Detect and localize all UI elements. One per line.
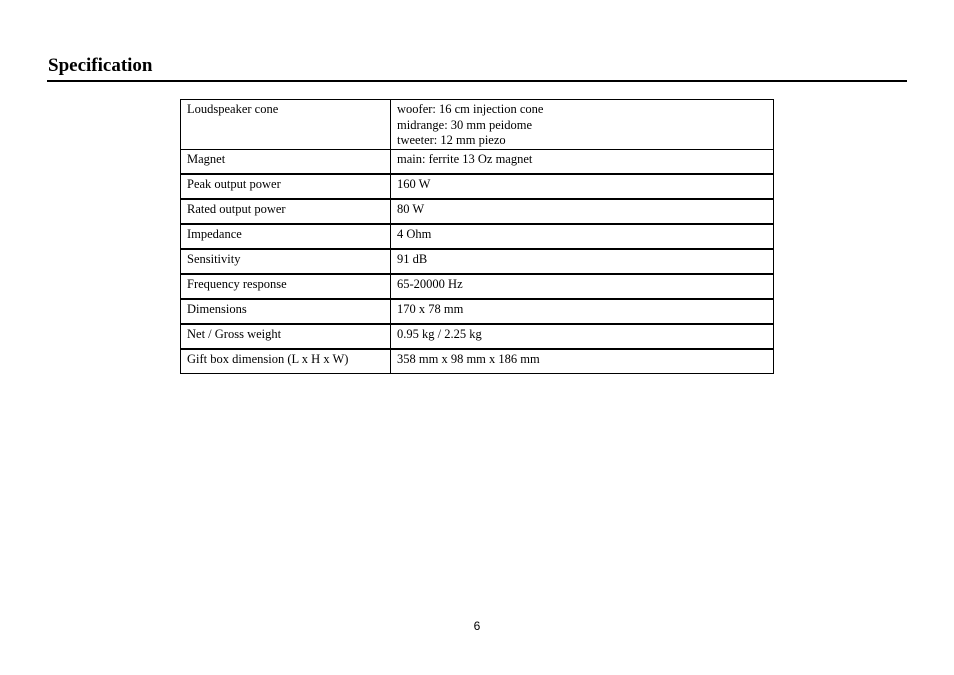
spec-label: Magnet	[181, 149, 391, 174]
spec-label: Net / Gross weight	[181, 324, 391, 349]
table-row	[181, 299, 774, 324]
spec-label: Rated output power	[181, 199, 391, 224]
spec-label: Gift box dimension (L x H x W)	[181, 349, 391, 374]
spec-label: Sensitivity	[181, 249, 391, 274]
specification-table	[180, 99, 774, 374]
page-number: 6	[473, 619, 481, 633]
table-row	[181, 100, 774, 150]
table-row	[181, 199, 774, 224]
table-row	[181, 249, 774, 274]
spec-value	[391, 100, 774, 150]
spec-value: 4 Ohm	[391, 224, 774, 249]
table-row	[181, 324, 774, 349]
spec-value: 170 x 78 mm	[391, 299, 774, 324]
spec-value: 0.95 kg / 2.25 kg	[391, 324, 774, 349]
spec-value-line: woofer: 16 cm injection cone	[397, 102, 544, 116]
spec-value-line: midrange: 30 mm peidome	[397, 117, 533, 132]
spec-label: Frequency response	[181, 274, 391, 299]
spec-value: 80 W	[391, 199, 774, 224]
spec-value: main: ferrite 13 Oz magnet	[391, 149, 774, 174]
table-row	[181, 149, 774, 174]
spec-value: 358 mm x 98 mm x 186 mm	[391, 349, 774, 374]
spec-label: Impedance	[181, 224, 391, 249]
title-divider	[47, 80, 907, 82]
spec-label: Dimensions	[181, 299, 391, 324]
spec-value: 91 dB	[391, 249, 774, 274]
table-row	[181, 274, 774, 299]
spec-value: 160 W	[391, 174, 774, 199]
table-row	[181, 224, 774, 249]
page-title: Specification	[48, 55, 153, 76]
table-row	[181, 349, 774, 374]
spec-label: Peak output power	[181, 174, 391, 199]
spec-label: Loudspeaker cone	[181, 100, 391, 150]
table-row	[181, 174, 774, 199]
spec-value-line: tweeter: 12 mm piezo	[397, 133, 506, 147]
spec-value: 65-20000 Hz	[391, 274, 774, 299]
